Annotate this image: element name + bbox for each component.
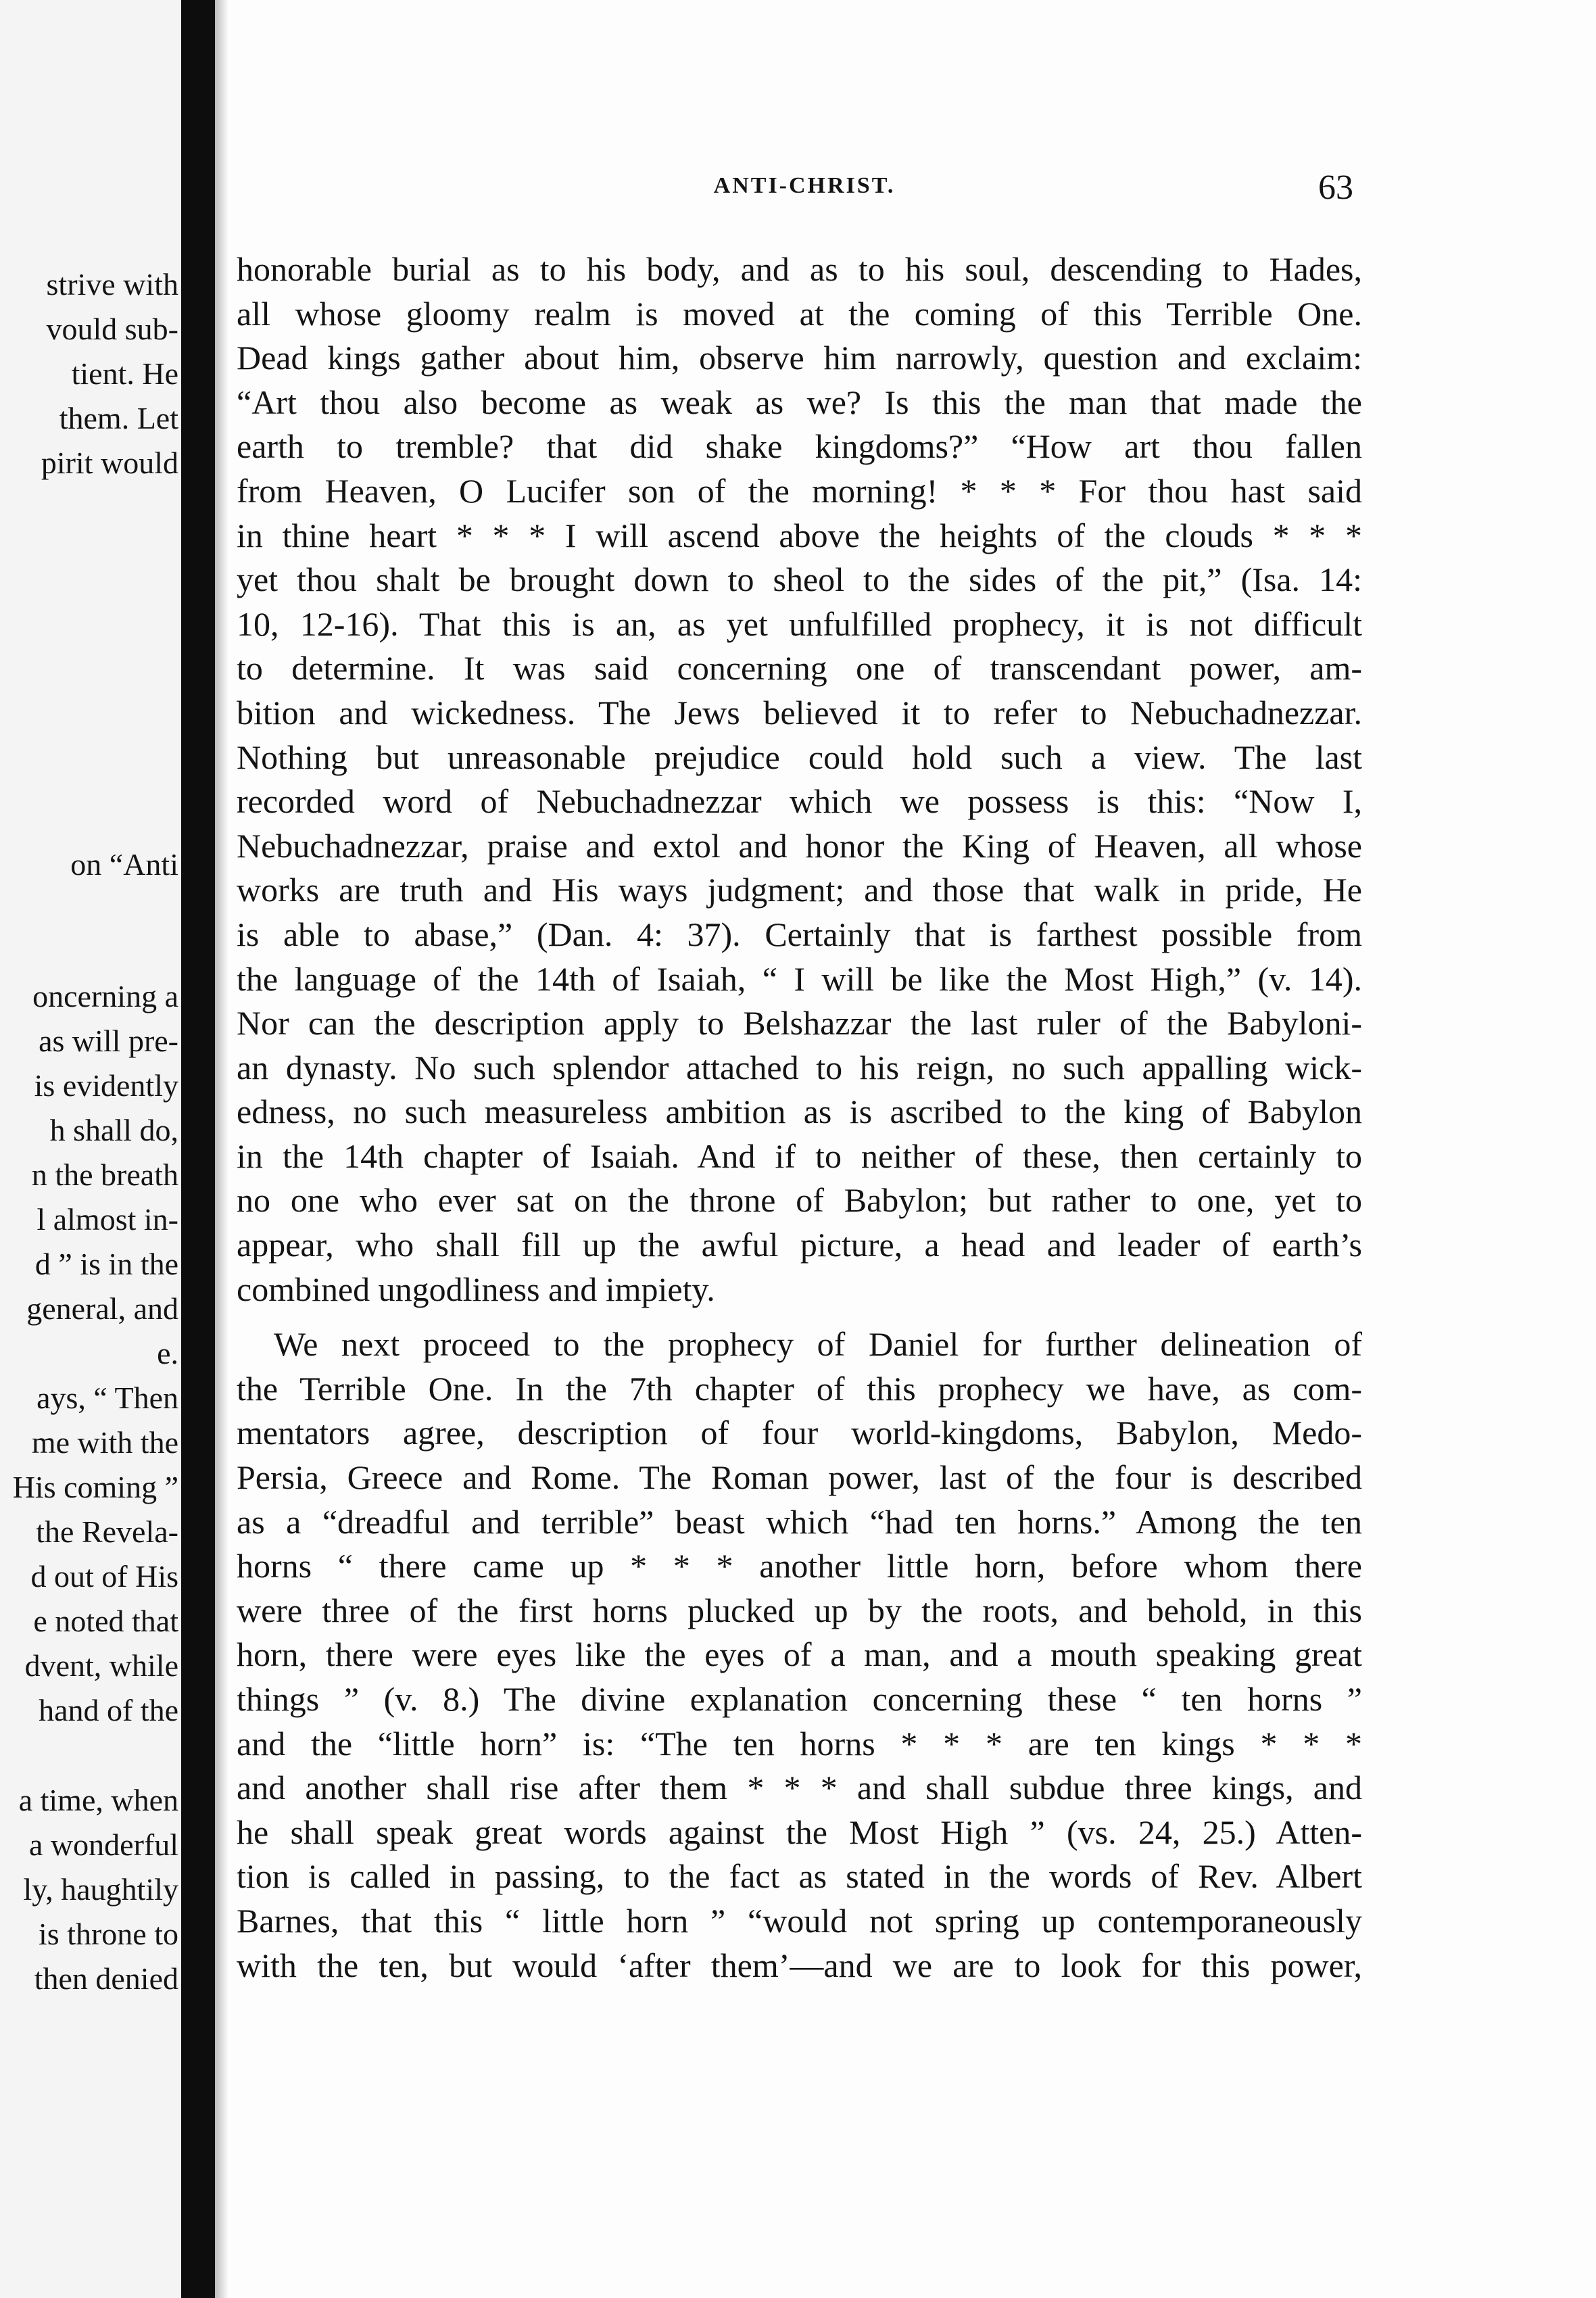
previous-page-line: a wonderful bbox=[29, 1827, 178, 1862]
previous-page-line: is evidently bbox=[34, 1068, 178, 1103]
text-line: tion is called in passing, to the fact as stated in the words of Rev. Albert bbox=[237, 1857, 1362, 1896]
previous-page-line: e noted that bbox=[33, 1604, 178, 1638]
previous-page-line: hand of the bbox=[39, 1693, 178, 1727]
text-line: edness, no such measureless ambition as is ascribed to the king of Babylon bbox=[237, 1093, 1362, 1131]
text-line: to determine. It was said concerning one of transcendant power, am- bbox=[237, 649, 1362, 688]
previous-page-line: e. bbox=[157, 1336, 178, 1370]
previous-page-line: h shall do, bbox=[49, 1113, 178, 1147]
text-line: mentators agree, description of four world-kingdoms, Babylon, Medo- bbox=[237, 1414, 1362, 1452]
paragraph-1 bbox=[237, 247, 1362, 1312]
text-line: Nebuchadnezzar, praise and extol and honor the King of Heaven, all whose bbox=[237, 826, 1362, 865]
text-line: he shall speak great words against the Most High ” (vs. 24, 25.) Atten- bbox=[237, 1813, 1362, 1851]
previous-page-text bbox=[0, 0, 181, 2298]
paragraph-2 bbox=[237, 1322, 1362, 1988]
previous-page-line: a time, when bbox=[18, 1783, 178, 1817]
text-line: in thine heart * * * I will ascend above the heights of the clouds * * * bbox=[237, 516, 1362, 554]
text-line: yet thou shalt be brought down to sheol to the sides of the pit,” (Isa. 14: bbox=[237, 560, 1362, 599]
text-line: recorded word of Nebuchadnezzar which we possess is this: “Now I, bbox=[237, 782, 1362, 821]
previous-page-line: then denied bbox=[34, 1961, 178, 1996]
text-line: “Art thou also become as weak as we? Is this the man that made the bbox=[237, 383, 1362, 421]
previous-page-line: ly, haughtily bbox=[23, 1872, 178, 1907]
text-line: the Terrible One. In the 7th chapter of this prophecy we have, as com- bbox=[237, 1369, 1362, 1408]
text-line: Persia, Greece and Rome. The Roman power, last of the four is described bbox=[237, 1458, 1362, 1497]
text-line: We next proceed to the prophecy of Daniel for further delineation of bbox=[274, 1325, 1362, 1364]
text-line: horn, there were eyes like the eyes of a man, and a mouth speaking great bbox=[237, 1635, 1362, 1674]
previous-page-line: pirit would bbox=[41, 446, 178, 480]
text-line: in the 14th chapter of Isaiah. And if to neither of these, then certainly to bbox=[237, 1136, 1362, 1175]
gutter-shadow bbox=[215, 0, 228, 2298]
previous-page-line: me with the bbox=[31, 1425, 178, 1460]
previous-page-line: n the breath bbox=[31, 1157, 178, 1192]
text-line: all whose gloomy realm is moved at the coming of this Terrible One. bbox=[237, 294, 1362, 333]
text-line: an dynasty. No such splendor attached to his reign, no such appalling wick- bbox=[237, 1048, 1362, 1086]
text-line: 10, 12-16). That this is an, as yet unfulfilled prophecy, it is not difficult bbox=[237, 604, 1362, 643]
previous-page-line: as will pre- bbox=[39, 1024, 178, 1058]
text-line: the language of the 14th of Isaiah, “ I will be like the Most High,” (v. 14). bbox=[237, 959, 1362, 998]
text-line: were three of the first horns plucked up by the roots, and behold, in this bbox=[237, 1591, 1362, 1629]
text-line: is able to abase,” (Dan. 4: 37). Certainly that is farthest possible from bbox=[237, 915, 1362, 953]
previous-page-line: vould sub- bbox=[46, 312, 178, 346]
text-line: and the “little horn” is: “The ten horns * * * are ten kings * * * bbox=[237, 1724, 1362, 1763]
previous-page-line: l almost in- bbox=[37, 1202, 178, 1237]
previous-page-line: is throne to bbox=[39, 1917, 178, 1951]
previous-page-line: tient. He bbox=[71, 356, 178, 391]
text-line: Dead kings gather about him, observe him narrowly, question and exclaim: bbox=[237, 339, 1362, 377]
previous-page-line: them. Let bbox=[59, 401, 178, 435]
text-line: from Heaven, O Lucifer son of the morning! * * * For thou hast said bbox=[237, 471, 1362, 510]
previous-page-fragment bbox=[0, 0, 181, 2298]
previous-page-line: the Revela- bbox=[36, 1514, 178, 1549]
text-line: no one who ever sat on the throne of Babylon; but rather to one, yet to bbox=[237, 1181, 1362, 1220]
text-line: and another shall rise after them * * * and shall subdue three kings, and bbox=[237, 1769, 1362, 1807]
text-line: earth to tremble? that did shake kingdoms?” “How art thou fallen bbox=[237, 427, 1362, 466]
previous-page-line: general, and bbox=[26, 1291, 178, 1326]
text-line: with the ten, but would ‘after them’—and we are to look for this power, bbox=[237, 1946, 1362, 1984]
previous-page-line: His coming ” bbox=[12, 1470, 178, 1504]
text-line: as a “dreadful and terrible” beast which “had ten horns.” Among the ten bbox=[237, 1502, 1362, 1541]
previous-page-line: ays, “ Then bbox=[37, 1381, 178, 1415]
text-line: bition and wickedness. The Jews believed it to refer to Nebuchadnezzar. bbox=[237, 693, 1362, 732]
book-gutter bbox=[181, 0, 215, 2298]
text-line: honorable burial as to his body, and as to his soul, descending to Hades, bbox=[237, 250, 1362, 288]
text-line: horns “ there came up * * * another little horn, before whom there bbox=[237, 1547, 1362, 1585]
text-line: Nothing but unreasonable prejudice could hold such a view. The last bbox=[237, 738, 1362, 776]
text-line: Nor can the description apply to Belshazzar the last ruler of the Babyloni- bbox=[237, 1004, 1362, 1043]
previous-page-line: d out of His bbox=[30, 1559, 178, 1594]
previous-page-line: on “Anti bbox=[70, 847, 178, 882]
text-line: appear, who shall fill up the awful picture, a head and leader of earth’s bbox=[237, 1226, 1362, 1264]
previous-page-line: strive with bbox=[46, 267, 178, 302]
page-number: 63 bbox=[1318, 168, 1353, 207]
previous-page-line: oncerning a bbox=[32, 979, 178, 1013]
running-header-title: ANTI-CHRIST. bbox=[713, 173, 896, 198]
body-text bbox=[237, 247, 1362, 1988]
text-line: things ” (v. 8.) The divine explanation concerning these “ ten horns ” bbox=[237, 1680, 1362, 1718]
previous-page-line: dvent, while bbox=[24, 1648, 178, 1683]
text-line: works are truth and His ways judgment; and those that walk in pride, He bbox=[237, 871, 1362, 909]
text-line: combined ungodliness and impiety. bbox=[237, 1270, 715, 1308]
text-line: Barnes, that this “ little horn ” “would not spring up contemporaneously bbox=[237, 1901, 1362, 1940]
previous-page-line: d ” is in the bbox=[34, 1247, 178, 1281]
